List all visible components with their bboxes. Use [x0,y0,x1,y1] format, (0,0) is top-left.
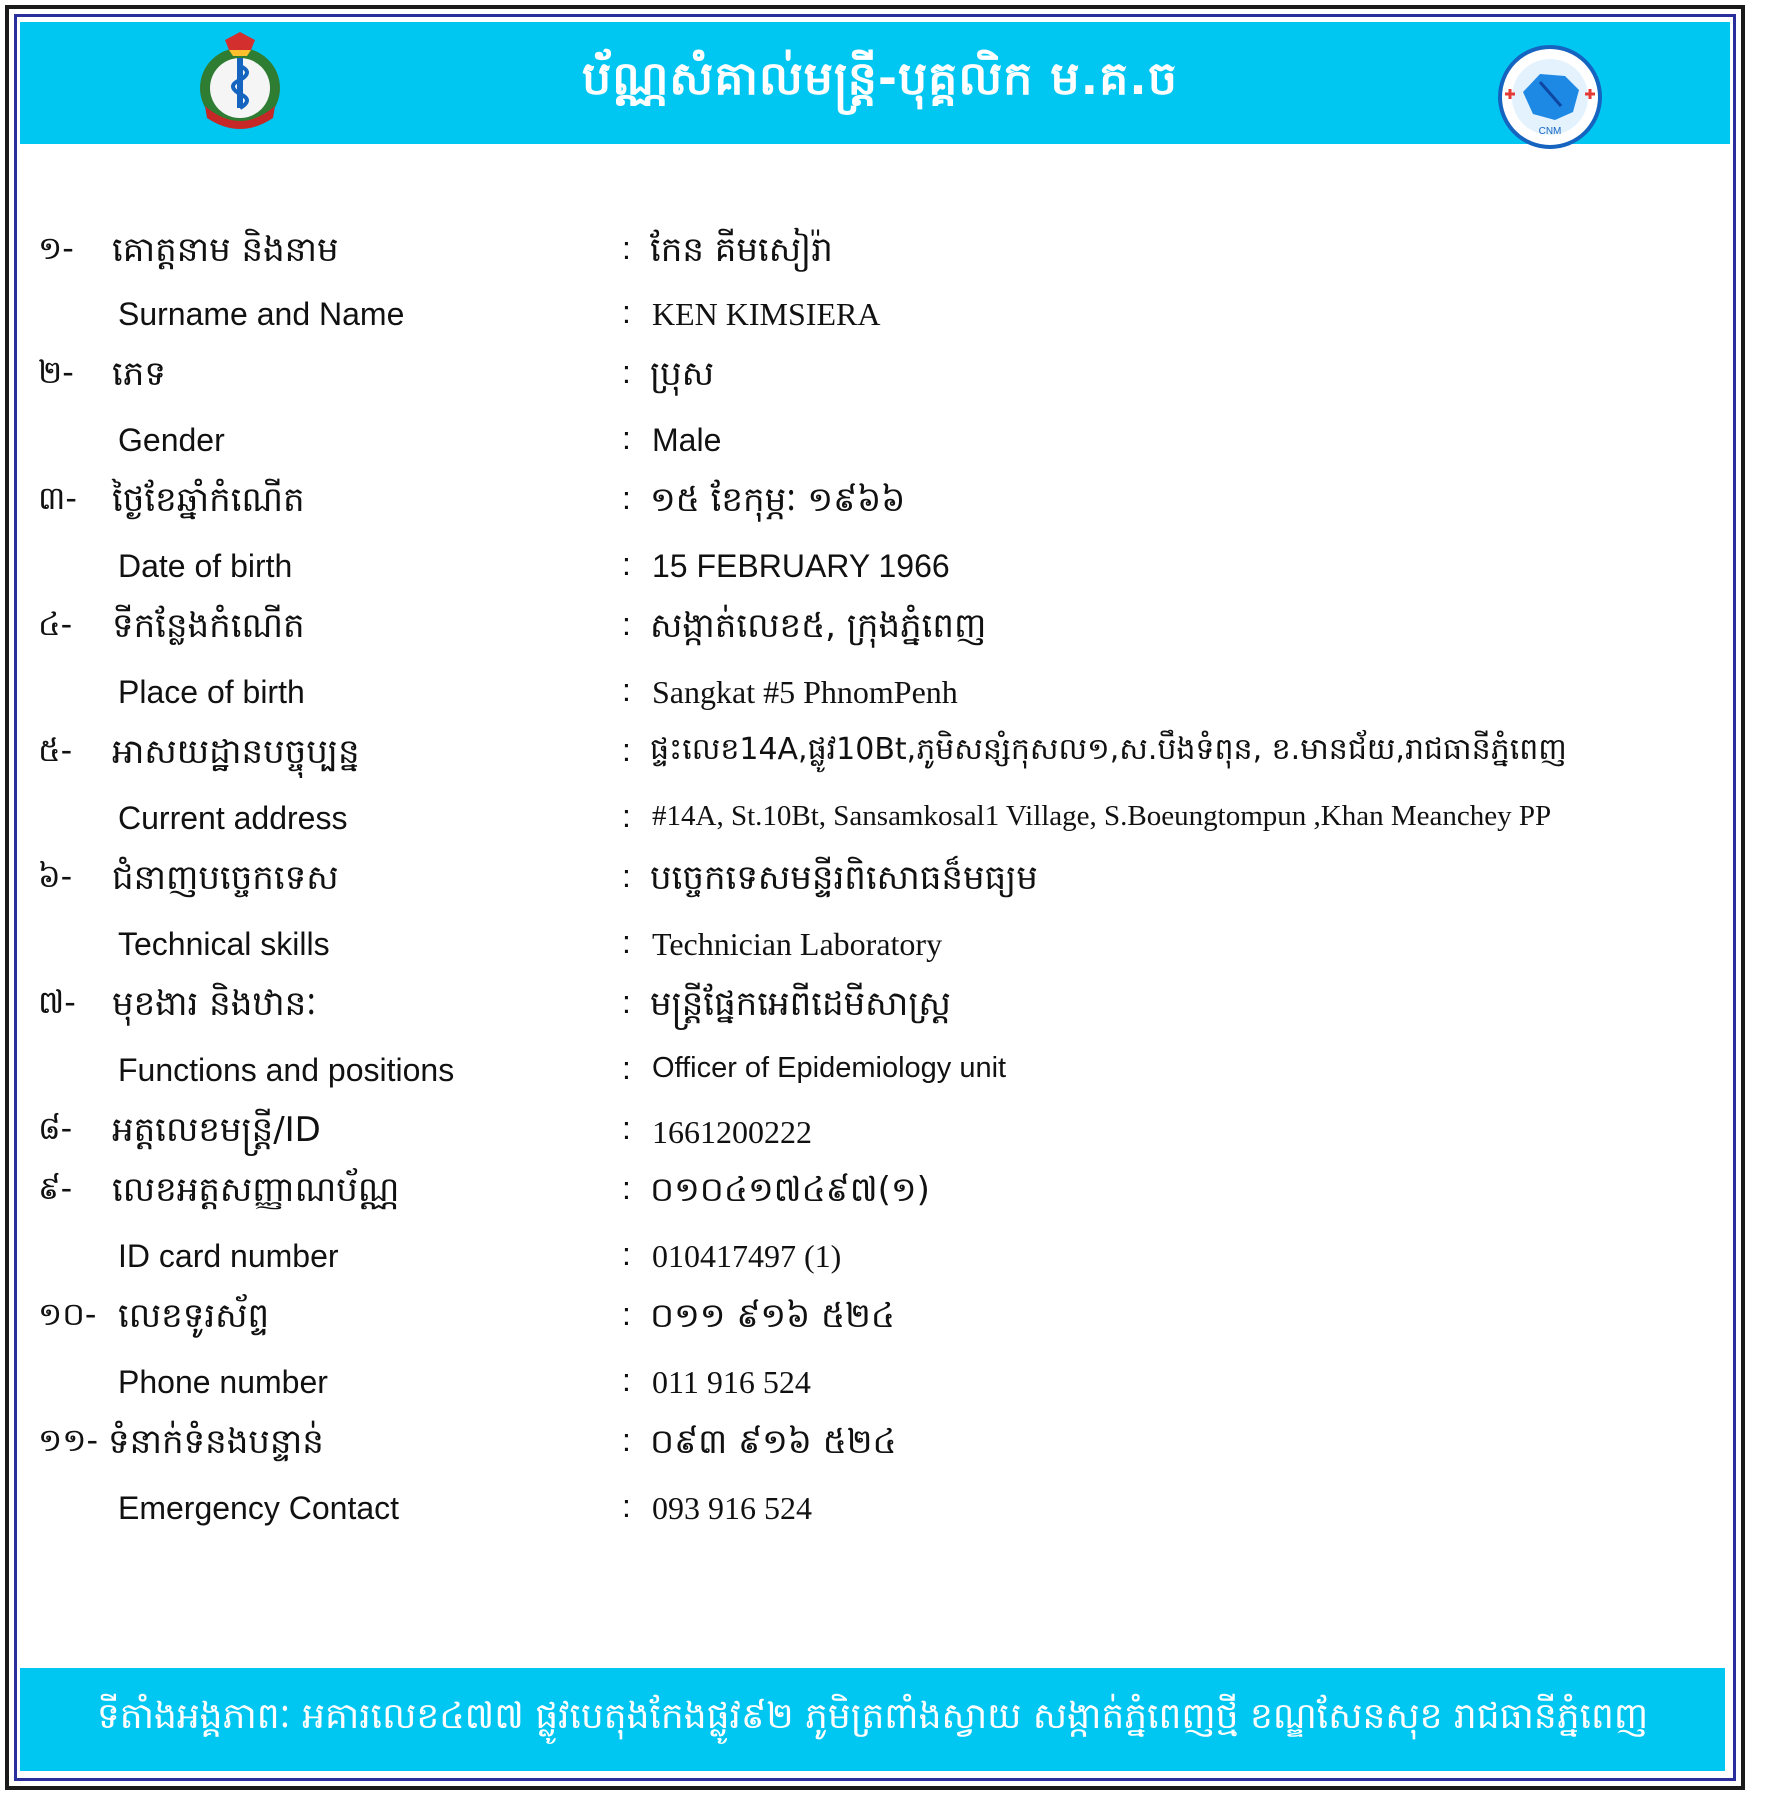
separator-colon: : [622,858,631,894]
field-number: ១១- [38,1421,98,1459]
label-dob-en: Date of birth [118,548,293,584]
value-dob-km: ១៥ ខែកុម្ភៈ ១៩៦៦ [650,480,906,520]
label-skills-en: Technical skills [118,926,330,962]
separator-colon: : [622,1296,631,1332]
field-number: ៦- [38,857,73,895]
value-address-en: #14A, St.10Bt, Sansamkosal1 Village, S.Boeungtompun ,Khan Meanchey PP [652,800,1552,832]
value-gender-km: ប្រុស [650,354,715,394]
value-pob-km: សង្កាត់លេខ៥, ក្រុងភ្នំពេញ [650,606,987,646]
separator-colon: : [622,606,631,642]
value-idcard-km: ០១០៤១៧៤៩៧(១) [650,1170,930,1210]
value-function-km: មន្ត្រីផ្នែកអេពីដេមីសាស្ត្រ [650,984,951,1024]
field-number: ២- [38,353,74,391]
office-location-text: ទីតាំងអង្គភាពៈ អគារលេខ៤៧៧ ផ្លូវបេតុងកែងផ្លូវ៩២ ភូមិត្រពាំងស្វាយ សង្កាត់ភ្នំពេញថ្មី ខណ្ឌសែនសុខ រាជធានីភ្នំពេញ [96,1696,1649,1737]
field-row-staff-id [0,1108,1771,1158]
separator-colon: : [622,1422,631,1458]
field-row-phone-en [0,1360,1771,1410]
value-emergency-km: ០៩៣ ៩១៦ ៥២៤ [650,1422,897,1462]
label-emergency-en: Emergency Contact [118,1490,400,1526]
value-name-en: KEN KIMSIERA [652,296,881,332]
value-skills-en: Technician Laboratory [652,926,943,962]
field-row-gender-km [0,352,1771,402]
field-number: ១០- [38,1295,97,1333]
cnm-logo-text: CNM [1538,126,1562,137]
card-title: ប័ណ្ណសំគាល់មន្ត្រី-បុគ្គលិក ម.គ.ច [582,50,1178,105]
field-row-gender-en [0,418,1771,468]
field-row-skills-km [0,856,1771,906]
footer-band [20,1668,1725,1771]
value-emergency-en: 093 916 524 [652,1490,812,1526]
value-address-km: ផ្ទះលេខ14A,ផ្លូវ10Bt,ភូមិសន្សំកុសល១,ស.បឹងទំពុន, ខ.មានជ័យ,រាជធានីភ្នំពេញ [650,732,1567,767]
field-row-pob-en [0,670,1771,720]
label-phone-km: លេខទូរស័ព្ទ [118,1296,270,1336]
field-row-pob-km [0,604,1771,654]
field-number: ៤- [38,605,73,643]
value-staff-id: 1661200222 [652,1114,812,1150]
field-number: ៧- [38,983,76,1021]
field-number: ៣- [38,479,77,517]
field-number: ៩- [38,1169,73,1207]
value-dob-en: 15 FEBRUARY 1966 [652,548,950,584]
field-row-address-km [0,730,1771,780]
label-idcard-en: ID card number [118,1238,339,1274]
field-row-function-km [0,982,1771,1032]
value-pob-en: Sangkat #5 PhnomPenh [652,674,958,710]
value-name-km: កែន គីមសៀរ៉ា [650,230,833,270]
label-address-en: Current address [118,800,348,836]
field-row-name-en [0,292,1771,342]
value-gender-en: Male [652,422,722,458]
label-skills-km: ជំនាញបច្ចេកទេស [112,858,339,898]
separator-colon: : [622,798,631,834]
label-address-km: អាសយដ្ឋានបច្ចុប្បន្ន [112,732,360,772]
field-row-skills-en [0,922,1771,972]
separator-colon: : [622,546,631,582]
label-pob-km: ទីកន្លែងកំណើត [112,606,305,646]
label-function-en: Functions and positions [118,1052,455,1088]
value-skills-km: បច្ចេកទេសមន្ទីរពិសោធន៏មធ្យម [650,858,1038,898]
separator-colon: : [622,1488,631,1524]
separator-colon: : [622,294,631,330]
field-row-idcard-km [0,1168,1771,1218]
separator-colon: : [622,984,631,1020]
label-gender-km: ភេទ [112,354,166,394]
value-function-en: Officer of Epidemiology unit [652,1052,1007,1084]
separator-colon: : [622,230,631,266]
label-staff-id: អត្តលេខមន្ត្រី/ID [112,1110,321,1150]
value-idcard-en: 010417497 (1) [652,1238,842,1274]
separator-colon: : [622,480,631,516]
label-name-en: Surname and Name [118,296,405,332]
label-dob-km: ថ្ងៃខែឆ្នាំកំណើត [112,480,305,520]
value-phone-km: ០១១ ៩១៦ ៥២៤ [650,1296,895,1336]
label-function-km: មុខងារ និងឋានៈ [112,984,317,1024]
field-row-idcard-en [0,1234,1771,1284]
field-row-function-en [0,1048,1771,1098]
field-row-dob-km [0,478,1771,528]
separator-colon: : [622,1362,631,1398]
separator-colon: : [622,420,631,456]
label-gender-en: Gender [118,422,225,458]
field-number: ៨- [38,1109,73,1147]
separator-colon: : [622,1110,631,1146]
field-row-dob-en [0,544,1771,594]
separator-colon: : [622,354,631,390]
field-number: ៥- [38,731,73,769]
label-phone-en: Phone number [118,1364,328,1400]
label-idcard-km: លេខអត្តសញ្ញាណប័ណ្ណ [112,1170,400,1210]
field-row-name-km [0,228,1771,278]
field-row-emergency-en [0,1486,1771,1536]
separator-colon: : [622,924,631,960]
field-row-address-en [0,796,1771,846]
separator-colon: : [622,1050,631,1086]
separator-colon: : [622,1236,631,1272]
separator-colon: : [622,672,631,708]
label-pob-en: Place of birth [118,674,305,710]
value-phone-en: 011 916 524 [652,1364,811,1400]
separator-colon: : [622,732,631,768]
separator-colon: : [622,1170,631,1206]
field-number: ១- [38,229,74,267]
label-emergency-km: ទំនាក់ទំនងបន្ទាន់ [108,1422,324,1462]
field-row-emergency-km [0,1420,1771,1470]
field-row-phone-km [0,1294,1771,1344]
label-name-km: គោត្តនាម និងនាម [112,230,339,270]
